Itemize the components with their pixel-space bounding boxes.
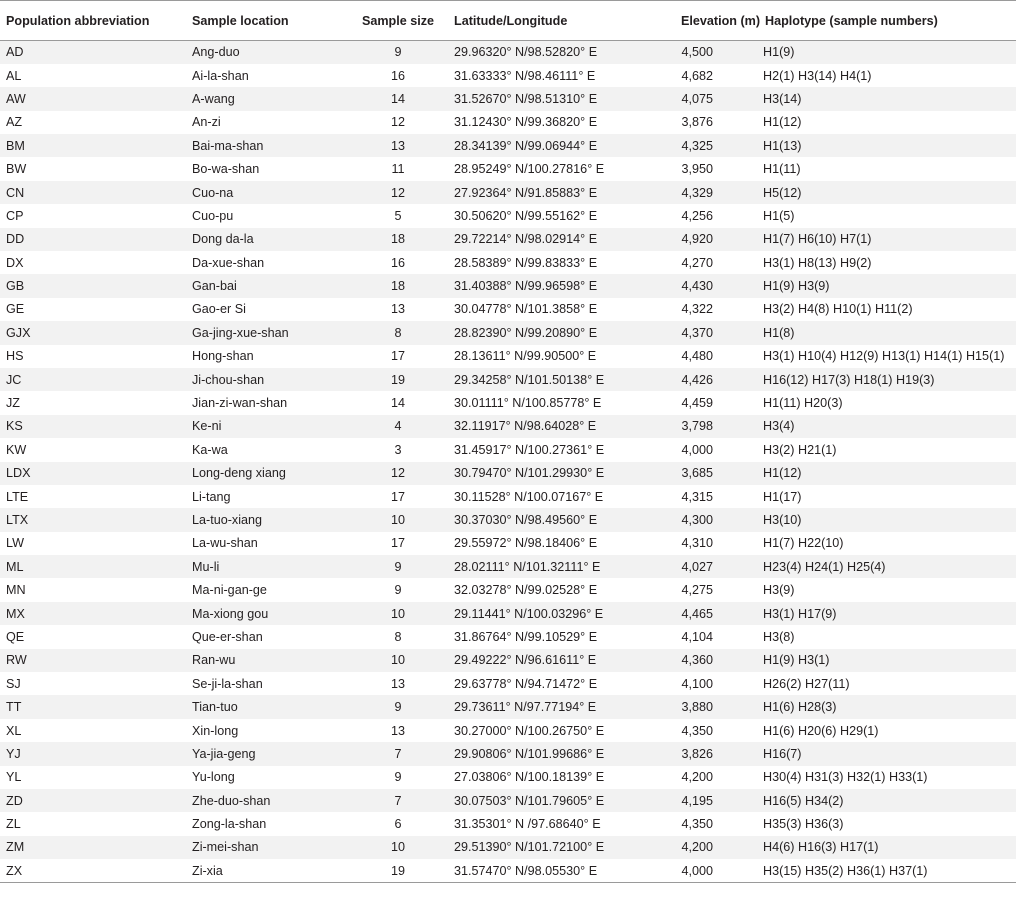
cell-lat-long: 29.49222° N/96.61611° E xyxy=(448,649,643,672)
table-body xyxy=(0,41,1016,883)
cell-lat-long: 29.11441° N/100.03296° E xyxy=(448,602,643,625)
cell-sample-location: Tian-tuo xyxy=(186,695,348,718)
cell-lat-long: 27.03806° N/100.18139° E xyxy=(454,770,605,785)
table-row xyxy=(0,274,1016,297)
cell-elevation: 3,826 xyxy=(643,742,759,765)
cell-haplotype: H16(5) H34(2) xyxy=(759,789,1016,812)
cell-lat-long: 32.03278° N/99.02528° E xyxy=(454,583,598,598)
cell-elevation: 4,459 xyxy=(681,396,713,411)
table-row xyxy=(0,64,1016,87)
cell-lat-long: 30.04778° N/101.3858° E xyxy=(454,302,598,317)
cell-lat-long: 29.55972° N/98.18406° E xyxy=(454,536,598,551)
cell-sample-size: 13 xyxy=(390,723,405,738)
table-row xyxy=(0,485,1016,508)
cell-sample-location: Li-tang xyxy=(192,489,231,504)
cell-elevation: 3,950 xyxy=(681,162,713,177)
cell-elevation: 4,104 xyxy=(681,629,713,644)
cell-sample-size: 10 xyxy=(348,602,448,625)
cell-population-abbreviation: CN xyxy=(0,181,186,204)
cell-population-abbreviation: SJ xyxy=(6,676,21,691)
cell-elevation: 4,360 xyxy=(643,649,759,672)
cell-lat-long: 31.52670° N/98.51310° E xyxy=(448,87,643,110)
cell-haplotype: H4(6) H16(3) H17(1) xyxy=(759,836,1016,859)
cell-haplotype: H3(2) H21(1) xyxy=(763,442,837,457)
cell-lat-long: 32.11917° N/98.64028° E xyxy=(448,415,643,438)
cell-population-abbreviation: AL xyxy=(6,68,22,83)
cell-haplotype: H5(12) xyxy=(759,181,1016,204)
cell-sample-size: 6 xyxy=(394,817,402,832)
cell-lat-long: 28.02111° N/101.32111° E xyxy=(448,555,643,578)
cell-elevation: 4,027 xyxy=(643,555,759,578)
cell-elevation: 4,315 xyxy=(681,489,713,504)
cell-sample-size: 16 xyxy=(390,68,405,83)
cell-lat-long: 27.92364° N/91.85883° E xyxy=(448,181,643,204)
cell-sample-location: Zhe-duo-shan xyxy=(186,789,348,812)
cell-elevation: 3,876 xyxy=(681,115,713,130)
cell-sample-location: Ya-jia-geng xyxy=(186,742,348,765)
cell-lat-long: 30.50620° N/99.55162° E xyxy=(454,208,598,223)
cell-lat-long: 30.01111° N/100.85778° E xyxy=(454,396,602,411)
cell-sample-location: Ga-jing-xue-shan xyxy=(186,321,348,344)
cell-sample-location: Zong-la-shan xyxy=(192,817,267,832)
cell-population-abbreviation: AW xyxy=(0,87,186,110)
header-haplotype: Haplotype (sample numbers) xyxy=(759,1,1016,41)
cell-sample-location: Long-deng xiang xyxy=(186,462,348,485)
cell-sample-location: Ma-xiong gou xyxy=(186,602,348,625)
cell-population-abbreviation: LTE xyxy=(6,489,29,504)
cell-population-abbreviation: AD xyxy=(0,41,186,64)
cell-sample-location: Ai-la-shan xyxy=(192,68,249,83)
cell-elevation: 4,310 xyxy=(681,536,713,551)
cell-sample-location: Dong da-la xyxy=(186,228,348,251)
cell-elevation: 4,426 xyxy=(643,368,759,391)
cell-haplotype: H3(4) xyxy=(759,415,1016,438)
cell-sample-size: 19 xyxy=(348,368,448,391)
cell-lat-long: 29.73611° N/97.77194° E xyxy=(448,695,643,718)
cell-lat-long: 29.51390° N/101.72100° E xyxy=(448,836,643,859)
cell-lat-long: 28.13611° N/99.90500° E xyxy=(454,349,597,364)
cell-haplotype: H30(4) H31(3) H32(1) H33(1) xyxy=(763,770,928,785)
cell-sample-size: 9 xyxy=(394,770,402,785)
cell-haplotype: H1(13) xyxy=(759,134,1016,157)
cell-elevation: 4,270 xyxy=(681,255,713,270)
cell-lat-long: 31.40388° N/99.96598° E xyxy=(448,274,643,297)
cell-haplotype: H1(5) xyxy=(763,208,795,223)
cell-haplotype: H1(7) H22(10) xyxy=(763,536,844,551)
cell-lat-long: 28.82390° N/99.20890° E xyxy=(448,321,643,344)
cell-sample-location: Da-xue-shan xyxy=(192,255,265,270)
cell-lat-long: 29.72214° N/98.02914° E xyxy=(448,228,643,251)
table-row xyxy=(0,649,1016,672)
cell-sample-size: 17 xyxy=(390,536,405,551)
cell-population-abbreviation: LTX xyxy=(0,508,186,531)
cell-haplotype: H1(12) xyxy=(759,462,1016,485)
table-row xyxy=(0,836,1016,859)
cell-population-abbreviation: DD xyxy=(0,228,186,251)
cell-sample-size: 8 xyxy=(348,321,448,344)
cell-population-abbreviation: MN xyxy=(6,583,26,598)
cell-haplotype: H3(8) xyxy=(763,629,795,644)
cell-population-abbreviation: BW xyxy=(6,162,27,177)
cell-sample-size: 11 xyxy=(391,162,405,177)
cell-sample-location: Bo-wa-shan xyxy=(192,162,260,177)
cell-sample-size: 13 xyxy=(348,134,448,157)
table-row xyxy=(0,672,1016,695)
table-row xyxy=(0,391,1016,414)
cell-population-abbreviation: JC xyxy=(0,368,186,391)
cell-population-abbreviation: AZ xyxy=(6,115,23,130)
table-row xyxy=(0,111,1016,134)
cell-sample-location: Cuo-pu xyxy=(192,208,234,223)
cell-haplotype: H35(3) H36(3) xyxy=(763,817,844,832)
cell-haplotype: H1(6) H28(3) xyxy=(759,695,1016,718)
cell-sample-location: Se-ji-la-shan xyxy=(192,676,263,691)
cell-lat-long: 28.34139° N/99.06944° E xyxy=(448,134,643,157)
cell-sample-location: Cuo-na xyxy=(186,181,348,204)
cell-haplotype: H1(9) H3(9) xyxy=(759,274,1016,297)
table-row xyxy=(0,555,1016,578)
cell-sample-size: 9 xyxy=(348,41,448,64)
cell-elevation: 4,350 xyxy=(681,723,713,738)
cell-elevation: 4,325 xyxy=(643,134,759,157)
table-row xyxy=(0,462,1016,485)
cell-sample-location: An-zi xyxy=(192,115,221,130)
cell-sample-location: Ma-ni-gan-ge xyxy=(192,583,267,598)
table-row xyxy=(0,321,1016,344)
table-row xyxy=(0,742,1016,765)
cell-population-abbreviation: XL xyxy=(6,723,22,738)
cell-lat-long: 28.95249° N/100.27816° E xyxy=(454,162,605,177)
cell-haplotype: H1(8) xyxy=(759,321,1016,344)
table-row xyxy=(0,157,1016,180)
cell-lat-long: 31.86764° N/99.10529° E xyxy=(454,629,598,644)
cell-sample-size: 10 xyxy=(348,649,448,672)
table-row xyxy=(0,719,1016,742)
cell-haplotype: H3(10) xyxy=(759,508,1016,531)
cell-lat-long: 30.07503° N/101.79605° E xyxy=(448,789,643,812)
cell-lat-long: 31.63333° N/98.46111° E xyxy=(454,68,596,83)
table-row xyxy=(0,578,1016,601)
cell-population-abbreviation: HS xyxy=(6,349,24,364)
cell-sample-location: A-wang xyxy=(186,87,348,110)
table-row xyxy=(0,695,1016,718)
cell-sample-size: 19 xyxy=(348,859,448,882)
cell-sample-location: Ka-wa xyxy=(192,442,228,457)
cell-elevation: 4,350 xyxy=(681,817,713,832)
cell-elevation: 4,000 xyxy=(681,442,713,457)
cell-population-abbreviation: BM xyxy=(0,134,186,157)
cell-lat-long: 29.63778° N/94.71472° E xyxy=(454,676,598,691)
cell-lat-long: 31.57470° N/98.05530° E xyxy=(448,859,643,882)
cell-sample-size: 17 xyxy=(390,349,405,364)
cell-elevation: 4,500 xyxy=(643,41,759,64)
cell-elevation: 4,000 xyxy=(643,859,759,882)
cell-elevation: 4,275 xyxy=(681,583,713,598)
cell-population-abbreviation: YJ xyxy=(0,742,186,765)
cell-sample-location: Ji-chou-shan xyxy=(186,368,348,391)
cell-population-abbreviation: ZL xyxy=(6,817,21,832)
table-row xyxy=(0,41,1016,64)
cell-sample-location: Zi-mei-shan xyxy=(186,836,348,859)
table-row xyxy=(0,532,1016,555)
cell-sample-size: 14 xyxy=(348,87,448,110)
cell-sample-size: 8 xyxy=(394,629,402,644)
cell-sample-location: Que-er-shan xyxy=(192,629,263,644)
cell-lat-long: 29.34258° N/101.50138° E xyxy=(448,368,643,391)
cell-lat-long: 29.96320° N/98.52820° E xyxy=(448,41,643,64)
cell-sample-size: 16 xyxy=(390,255,405,270)
cell-elevation: 4,100 xyxy=(681,676,713,691)
cell-haplotype: H1(6) H20(6) H29(1) xyxy=(763,723,879,738)
cell-elevation: 4,430 xyxy=(643,274,759,297)
cell-elevation: 4,075 xyxy=(643,87,759,110)
table-row xyxy=(0,812,1016,835)
cell-sample-location: Ang-duo xyxy=(186,41,348,64)
cell-population-abbreviation: KS xyxy=(0,415,186,438)
cell-sample-size: 18 xyxy=(348,228,448,251)
cell-lat-long: 30.11528° N/100.07167° E xyxy=(454,489,604,504)
cell-population-abbreviation: MX xyxy=(0,602,186,625)
cell-haplotype: H3(14) xyxy=(759,87,1016,110)
cell-lat-long: 30.79470° N/101.29930° E xyxy=(448,462,643,485)
cell-haplotype: H2(1) H3(14) H4(1) xyxy=(763,68,872,83)
header-sample-size: Sample size xyxy=(348,1,448,41)
cell-sample-location: La-tuo-xiang xyxy=(186,508,348,531)
cell-haplotype: H3(1) H17(9) xyxy=(759,602,1016,625)
cell-sample-size: 7 xyxy=(348,789,448,812)
cell-haplotype: H23(4) H24(1) H25(4) xyxy=(759,555,1016,578)
cell-elevation: 3,880 xyxy=(643,695,759,718)
cell-elevation: 4,200 xyxy=(643,836,759,859)
cell-haplotype: H16(12) H17(3) H18(1) H19(3) xyxy=(759,368,1016,391)
cell-sample-size: 13 xyxy=(390,676,405,691)
cell-haplotype: H3(15) H35(2) H36(1) H37(1) xyxy=(759,859,1016,882)
cell-elevation: 4,480 xyxy=(681,349,713,364)
cell-sample-size: 13 xyxy=(390,302,405,317)
cell-elevation: 3,798 xyxy=(643,415,759,438)
cell-haplotype: H1(17) xyxy=(763,489,802,504)
cell-lat-long: 31.35301° N /97.68640° E xyxy=(454,817,601,832)
cell-sample-size: 12 xyxy=(348,181,448,204)
cell-haplotype: H1(12) xyxy=(763,115,802,130)
table-row xyxy=(0,298,1016,321)
cell-population-abbreviation: CP xyxy=(6,208,24,223)
cell-lat-long: 31.12430° N/99.36820° E xyxy=(454,115,598,130)
cell-sample-location: La-wu-shan xyxy=(192,536,258,551)
cell-haplotype: H26(2) H27(11) xyxy=(763,676,850,691)
cell-sample-location: Yu-long xyxy=(192,770,235,785)
cell-haplotype: H1(11) H20(3) xyxy=(763,396,843,411)
cell-sample-size: 4 xyxy=(348,415,448,438)
cell-lat-long: 30.27000° N/100.26750° E xyxy=(454,723,605,738)
cell-haplotype: H1(9) H3(1) xyxy=(759,649,1016,672)
table-row xyxy=(0,789,1016,812)
cell-sample-location: Xin-long xyxy=(192,723,239,738)
cell-population-abbreviation: ML xyxy=(0,555,186,578)
cell-sample-size: 10 xyxy=(348,836,448,859)
cell-lat-long: 30.37030° N/98.49560° E xyxy=(448,508,643,531)
cell-sample-size: 12 xyxy=(390,115,405,130)
cell-sample-size: 9 xyxy=(348,695,448,718)
cell-lat-long: 28.58389° N/99.83833° E xyxy=(454,255,598,270)
header-sample-location: Sample location xyxy=(186,1,348,41)
table-row xyxy=(0,415,1016,438)
cell-lat-long: 29.90806° N/101.99686° E xyxy=(448,742,643,765)
header-lat-long: Latitude/Longitude xyxy=(448,1,643,41)
cell-elevation: 4,322 xyxy=(681,302,713,317)
table-row xyxy=(0,602,1016,625)
cell-population-abbreviation: TT xyxy=(0,695,186,718)
cell-sample-size: 10 xyxy=(348,508,448,531)
cell-haplotype: H3(1) H8(13) H9(2) xyxy=(763,255,872,270)
cell-sample-size: 14 xyxy=(390,396,405,411)
cell-population-abbreviation: ZD xyxy=(0,789,186,812)
cell-haplotype: H1(9) xyxy=(759,41,1016,64)
cell-elevation: 4,329 xyxy=(643,181,759,204)
cell-elevation: 4,370 xyxy=(643,321,759,344)
cell-elevation: 3,685 xyxy=(643,462,759,485)
table-row xyxy=(0,181,1016,204)
cell-population-abbreviation: DX xyxy=(6,255,24,270)
cell-elevation: 4,256 xyxy=(681,208,713,223)
cell-haplotype: H1(7) H6(10) H7(1) xyxy=(759,228,1016,251)
cell-elevation: 4,195 xyxy=(643,789,759,812)
table-row xyxy=(0,204,1016,227)
cell-sample-location: Gan-bai xyxy=(186,274,348,297)
cell-population-abbreviation: JZ xyxy=(6,396,20,411)
cell-sample-location: Jian-zi-wan-shan xyxy=(192,396,288,411)
cell-elevation: 4,200 xyxy=(681,770,713,785)
table-row xyxy=(0,87,1016,110)
cell-population-abbreviation: LW xyxy=(6,536,24,551)
cell-sample-location: Hong-shan xyxy=(192,349,254,364)
cell-haplotype: H16(7) xyxy=(759,742,1016,765)
cell-population-abbreviation: YL xyxy=(6,770,22,785)
cell-haplotype: H3(9) xyxy=(763,583,795,598)
cell-sample-location: Ran-wu xyxy=(186,649,348,672)
table-row xyxy=(0,625,1016,648)
cell-haplotype: H1(11) xyxy=(763,162,801,177)
cell-population-abbreviation: KW xyxy=(6,442,27,457)
table-row xyxy=(0,134,1016,157)
table-row xyxy=(0,508,1016,531)
cell-population-abbreviation: QE xyxy=(6,629,25,644)
cell-sample-size: 7 xyxy=(348,742,448,765)
cell-sample-size: 18 xyxy=(348,274,448,297)
cell-population-abbreviation: GE xyxy=(6,302,25,317)
cell-sample-location: Zi-xia xyxy=(186,859,348,882)
cell-population-abbreviation: ZM xyxy=(0,836,186,859)
cell-sample-location: Gao-er Si xyxy=(192,302,246,317)
cell-sample-location: Mu-li xyxy=(186,555,348,578)
cell-population-abbreviation: LDX xyxy=(0,462,186,485)
cell-haplotype: H3(1) H10(4) H12(9) H13(1) H14(1) H15(1) xyxy=(763,349,1005,364)
header-elevation: Elevation (m) xyxy=(643,1,759,41)
table-row xyxy=(0,228,1016,251)
cell-population-abbreviation: RW xyxy=(0,649,186,672)
cell-sample-size: 9 xyxy=(348,555,448,578)
cell-sample-size: 9 xyxy=(394,583,402,598)
table-row xyxy=(0,345,1016,368)
header-population-abbreviation: Population abbreviation xyxy=(0,1,186,41)
cell-elevation: 4,465 xyxy=(643,602,759,625)
cell-sample-size: 12 xyxy=(348,462,448,485)
cell-sample-size: 3 xyxy=(394,442,402,457)
cell-sample-location: Ke-ni xyxy=(186,415,348,438)
cell-sample-size: 17 xyxy=(390,489,405,504)
cell-population-abbreviation: GJX xyxy=(0,321,186,344)
table-row xyxy=(0,859,1016,882)
cell-elevation: 4,920 xyxy=(643,228,759,251)
cell-population-abbreviation: GB xyxy=(0,274,186,297)
cell-sample-size: 5 xyxy=(394,208,402,223)
table-row xyxy=(0,766,1016,789)
table-row xyxy=(0,438,1016,461)
cell-haplotype: H3(2) H4(8) H10(1) H11(2) xyxy=(763,302,913,317)
cell-population-abbreviation: ZX xyxy=(0,859,186,882)
cell-elevation: 4,682 xyxy=(681,68,713,83)
cell-sample-location: Bai-ma-shan xyxy=(186,134,348,157)
table-row xyxy=(0,251,1016,274)
header-row xyxy=(0,1,1016,41)
cell-elevation: 4,300 xyxy=(643,508,759,531)
table-row xyxy=(0,368,1016,391)
cell-lat-long: 31.45917° N/100.27361° E xyxy=(454,442,605,457)
